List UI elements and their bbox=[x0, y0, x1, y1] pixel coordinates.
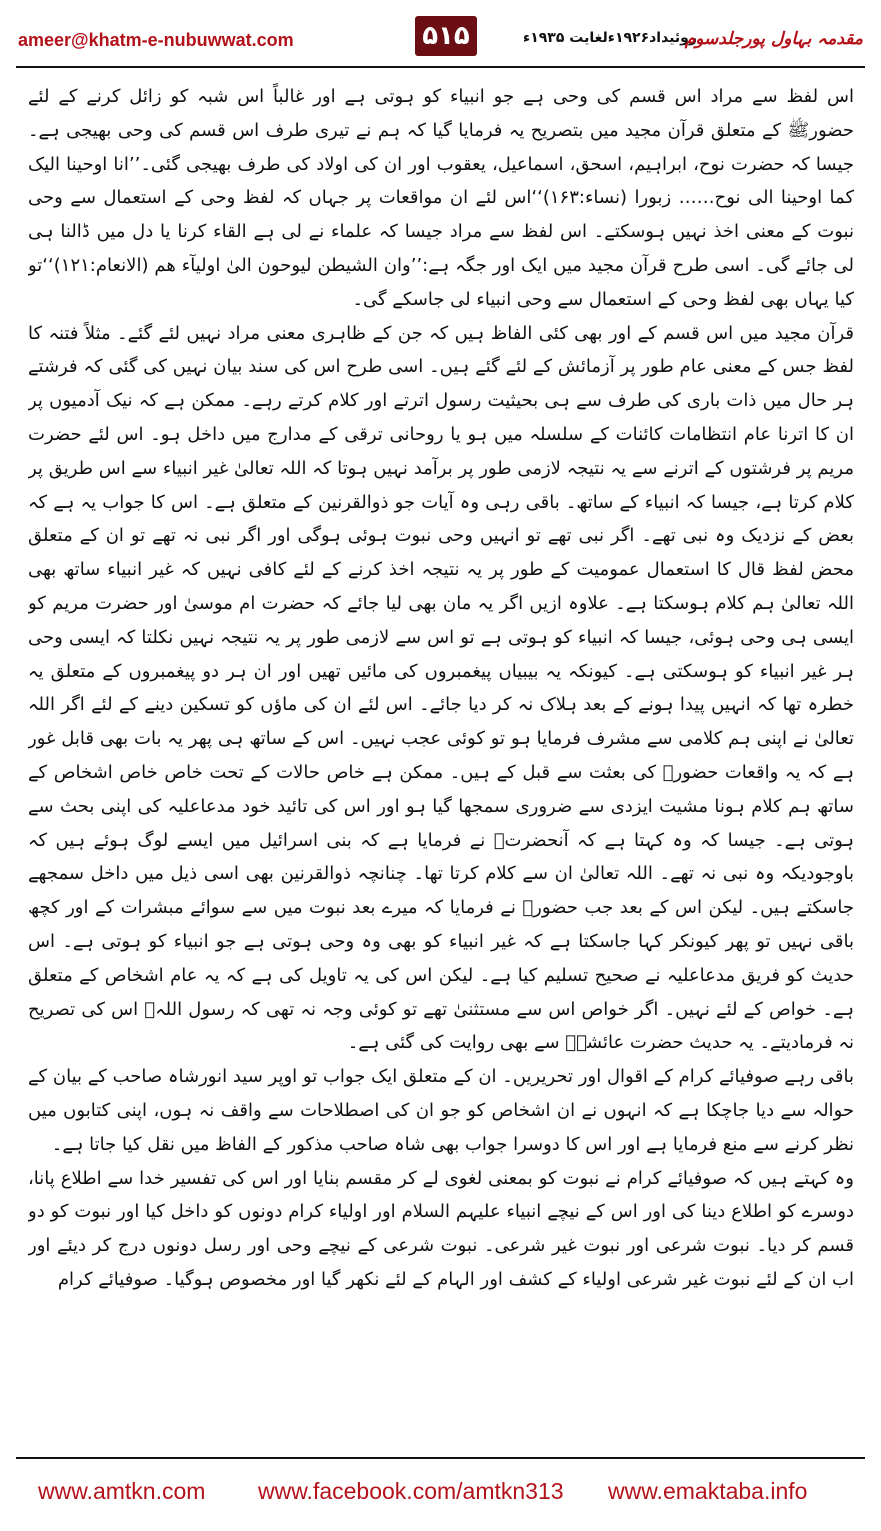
footer-link-emaktaba[interactable]: www.emaktaba.info bbox=[608, 1478, 808, 1504]
header-divider bbox=[16, 66, 865, 68]
paragraph-1: اس لفظ سے مراد اس قسم کی وحی ہے جو انبیاء کو ہوتی ہے اور غالباً اس شبہ کو زائل کرنے کے لئے حضورﷺ کے متعلق قرآن مجید میں بتصریح یہ فرمایا گیا کہ ہم نے تیری طرف اس قسم کی وحی بھیجی ہے۔ جیسا کہ حضرت نوح، ابراہیم، اسحق، اسماعیل، یعقوب اور ان کی اولاد کی طرف بھیجی گئی۔’’انا اوحینا الیک کما اوحینا الی نوح…… زبورا (نساء:۱۶۳)‘‘اس لئے ان مواقعات پر جہاں کہ لفظ وحی کے استعمال سے وحی نبوت کے معنی اخذ نہیں ہوسکتے۔ اس لفظ سے مراد جیسا کہ علماء نے لی ہے القاء کرنا یا دل میں ڈالنا ہی لی جائے گی۔ اسی طرح قرآن مجید میں ایک اور جگہ ہے:’’وان الشیطن لیوحون الیٰ اولیآء ھم (الانعام:۱۲۱)‘‘تو کیا یہاں بھی لفظ وحی کے استعمال سے وحی انبیاء لی جاسکے گی۔ bbox=[28, 86, 854, 310]
footer-link-amtkn[interactable]: www.amtkn.com bbox=[38, 1478, 206, 1504]
paragraph-4: وہ کہتے ہیں کہ صوفیائے کرام نے نبوت کو بمعنی لغوی لے کر مقسم بنایا اور اس کی تفسیر خدا سے اطلاع پانا، دوسرے کو اطلاع دینا کی اور اس کے نیچے انبیاء علیہم السلام اور اولیاء کرام دونوں کو داخل کیا اور نبوت کو دو قسم کر دیا۔ نبوت شرعی اور نبوت غیر شرعی۔ نبوت شرعی کے نیچے وحی اور رسل دونوں درج کر دیئے اور اب ان کے لئے نبوت غیر شرعی اولیاء کے کشف اور الہام کے لئے نکھر گیا اور مخصوص ہوگیا۔ صوفیائے کرام bbox=[28, 1167, 854, 1290]
paragraph-3: باقی رہے صوفیائے کرام کے اقوال اور تحریریں۔ ان کے متعلق ایک جواب تو اوپر سید انورشاہ صاحب کے بیان کے حوالہ سے دیا جاچکا ہے کہ انہوں نے ان اشخاص کو جو ان کی اصطلاحات سے واقف نہ ہوں، اپنی کتابوں میں نظر کرنے سے منع فرمایا ہے اور اس کا دوسرا جواب بھی شاہ صاحب مذکور کے الفاظ میں نقل کیا جاتا ہے۔ bbox=[28, 1066, 854, 1155]
page-body bbox=[28, 80, 854, 1450]
paragraph-2: قرآن مجید میں اس قسم کے اور بھی کئی الفاظ ہیں کہ جن کے ظاہری معنی مراد نہیں لئے گئے۔ مثلاً فتنہ کا لفظ جس کے معنی عام طور پر آزمائش کے لئے گئے ہیں۔ اسی طرح اس کی سند بیان نہیں کی گئی کہ فرشتے ہر حال میں ذات باری کی طرف سے ہی بحیثیت رسول اترتے اور کلام کرتے رہے۔ ممکن ہے کہ نیک آدمیوں پر ان کا اترنا عام انتظامات کائنات کے سلسلہ میں ہو یا روحانی ترقی کے مدارج میں داخل ہو۔ اس لئے حضرت مریم پر فرشتوں کے اترنے سے یہ نتیجہ لازمی طور پر برآمد نہیں ہوتا کہ اللہ تعالیٰ غیر انبیاء سے اس طریق پر کلام کرتا ہے، جیسا کہ انبیاء کے ساتھ۔ باقی رہی وہ آیات جو ذوالقرنین کے متعلق ہے۔ اس کا جواب یہ ہے کہ بعض کے نزدیک وہ نبی تھے۔ اگر نبی تھے تو انہیں وحی نبوت ہوئی ہوگی اور اگر نبی نہ تھے تو ان کے متعلق محض لفظ قال کا استعمال عمومیت کے طور پر یہ نتیجہ اخذ کرنے کے لئے کافی نہیں کہ غیر انبیاء ساتھ بھی اللہ تعالیٰ ہم کلام ہوسکتا ہے۔ علاوہ ازیں اگر یہ مان بھی لیا جائے کہ حضرت ام موسیٰ اور حضرت مریم کو ایسی ہی وحی ہوئی، جیسا کہ انبیاء کو ہوتی ہے تو اس سے لازمی طور پر یہ نتیجہ نہیں نکلتا کہ ایسی وحی ہر غیر انبیاء کو ہوسکتی ہے۔ کیونکہ یہ بیبیاں پیغمبروں کی مائیں تھیں اور ان ہر دو پیغمبروں کے متعلق یہ خطرہ تھا کہ انہیں پیدا ہونے کے بعد ہلاک نہ کر دیا جائے۔ اس لئے ان کی ماؤں کو تسکین دینے کے لئے اگر اللہ تعالیٰ نے اپنی ہم کلامی سے مشرف فرمایا ہو تو کوئی عجب نہیں۔ اس کے ساتھ ہی پھر یہ بات بھی قابل غور ہے کہ یہ واقعات حضورﷺ کی بعثت سے قبل کے ہیں۔ ممکن ہے خاص حالات کے تحت خاص خاص اشخاص کے ساتھ ہم کلام ہونا مشیت ایزدی سے ضروری سمجھا گیا ہو اور اس کی تائید خود مدعاعلیہ کی اپنی بحث سے ہوتی ہے۔ جیسا کہ وہ کہتا ہے کہ آنحضرتﷺ نے فرمایا ہے کہ بنی اسرائیل میں ایسے لوگ ہوئے ہیں کہ باوجودیکہ وہ نبی نہ تھے۔ اللہ تعالیٰ ان سے کلام کرتا تھا۔ چنانچہ ذوالقرنین بھی اسی ذیل میں داخل سمجھے جاسکتے ہیں۔ لیکن اس کے بعد جب حضورﷺ نے فرمایا کہ میرے بعد نبوت میں سے سوائے مبشرات کے اور کچھ باقی نہیں تو پھر کیونکر کہا جاسکتا ہے کہ غیر انبیاء کو بھی وہ وحی ہوتی ہے جو انبیاء کو ہوتی ہے۔ اس حدیث کو فریق مدعاعلیہ نے صحیح تسلیم کیا ہے۔ لیکن اس کی یہ تاویل کی ہے کہ یہ عام اشخاص کے متعلق ہے۔ خواص کے لئے نہیں۔ اگر خواص اس سے مستثنیٰ تھے تو کوئی وجہ نہ تھی کہ رسول اللہﷺ اس کی تصریح نہ فرمادیتے۔ یہ حدیث حضرت عائشہؓ سے بھی روایت کی گئی ہے۔ bbox=[28, 322, 854, 1054]
footer-link-facebook[interactable]: www.facebook.com/amtkn313 bbox=[258, 1478, 564, 1504]
book-title: مقدمہ بہاول پورجلدسوم bbox=[684, 29, 863, 49]
page-footer bbox=[0, 1470, 881, 1510]
footer-divider bbox=[16, 1457, 865, 1459]
page-header bbox=[10, 12, 871, 64]
page-number-badge: ۵۱۵ bbox=[415, 16, 477, 56]
header-subtitle: روئیداد۱۹۲۶ءلغایت ۱۹۳۵ء bbox=[523, 30, 697, 46]
header-email[interactable]: ameer@khatm-e-nubuwwat.com bbox=[18, 30, 294, 50]
